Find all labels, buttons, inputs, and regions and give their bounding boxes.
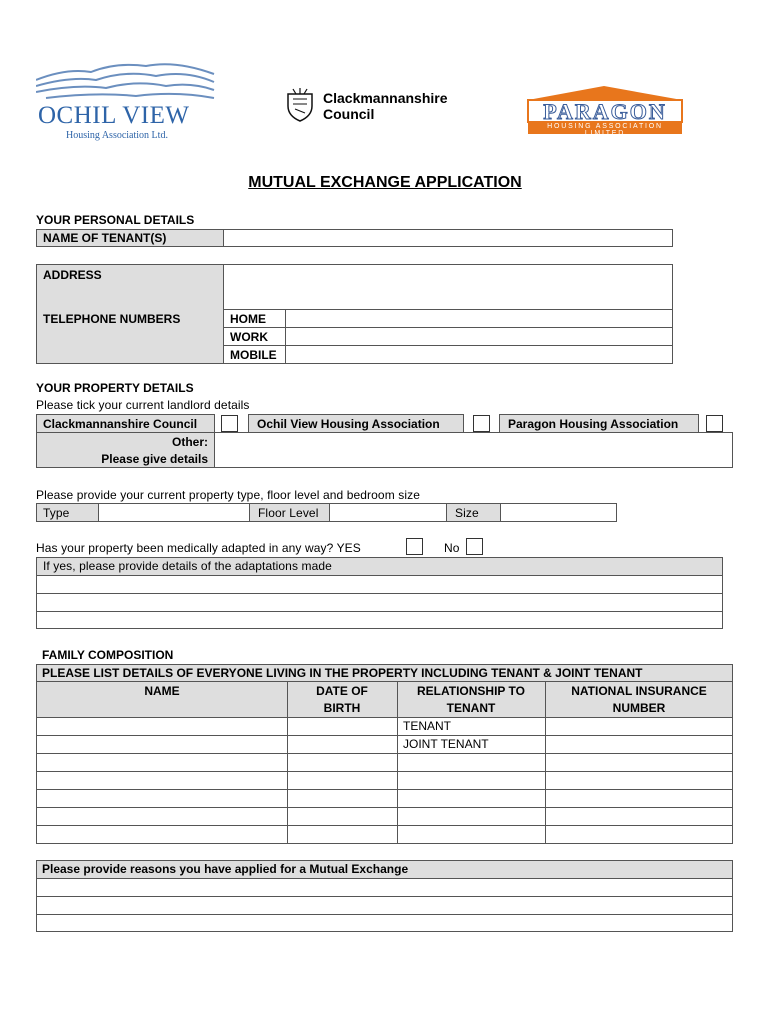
- landlord-paragon-checkbox[interactable]: [706, 415, 723, 432]
- landlord-other-field[interactable]: [214, 432, 733, 468]
- col-rel-header-2: TENANT: [446, 701, 496, 715]
- type-field[interactable]: [98, 503, 250, 522]
- floor-field[interactable]: [329, 503, 447, 522]
- property-details-heading: YOUR PROPERTY DETAILS: [36, 381, 194, 395]
- ochil-view-logo: [36, 58, 216, 148]
- landlord-clackmannanshire-label: Clackmannanshire Council: [43, 417, 198, 431]
- family-row[interactable]: [36, 825, 733, 826]
- landlord-clackmannanshire-checkbox[interactable]: [221, 415, 238, 432]
- clackmannanshire-logo: [285, 88, 485, 128]
- col-rel-header-1: RELATIONSHIP TO: [416, 684, 525, 698]
- phone-mobile-field[interactable]: [285, 345, 673, 364]
- type-label: Type: [43, 506, 70, 520]
- adapted-no-checkbox[interactable]: [466, 538, 483, 555]
- phone-mobile-label-cell: [223, 345, 286, 364]
- family-row[interactable]: [36, 753, 733, 754]
- landlord-other-label: Other:: [172, 435, 208, 449]
- phone-mobile-label: MOBILE: [230, 348, 277, 362]
- address-label-cell: [36, 264, 224, 364]
- size-field[interactable]: [500, 503, 617, 522]
- floor-label-cell: [249, 503, 330, 522]
- address-label: ADDRESS: [43, 268, 102, 282]
- family-instruction: PLEASE LIST DETAILS OF EVERYONE LIVING IN THE PROPERTY INCLUDING TENANT & JOINT TENANT: [42, 666, 643, 680]
- property-type-prompt: Please provide your current property type, floor level and bedroom size: [36, 488, 420, 502]
- reasons-label: Please provide reasons you have applied for a Mutual Exchange: [42, 862, 409, 876]
- family-instruction-row: [37, 665, 732, 682]
- personal-details-heading: YOUR PERSONAL DETAILS: [36, 213, 195, 227]
- ochil-view-sub: Housing Association Ltd.: [66, 130, 168, 141]
- paragon-logo: [524, 84, 686, 144]
- size-label: Size: [455, 506, 479, 520]
- landlord-table: [36, 414, 215, 468]
- paragon-sub: HOUSING ASSOCIATION LIMITED: [547, 123, 663, 137]
- size-label-cell: [446, 503, 501, 522]
- reasons-row[interactable]: [36, 914, 733, 915]
- phone-work-field[interactable]: [285, 327, 673, 346]
- family-row[interactable]: [36, 789, 733, 790]
- name-label-cell: [36, 229, 224, 247]
- landlord-ochil-cell: [248, 414, 464, 433]
- col-name-header: NAME: [144, 684, 180, 698]
- landlord-paragon-cell: [499, 414, 699, 433]
- clack-line1: Clackmannanshire: [323, 90, 448, 106]
- reasons-row[interactable]: [36, 896, 733, 897]
- adaptations-header: [37, 558, 722, 575]
- family-heading: FAMILY COMPOSITION: [42, 648, 174, 662]
- col-ni-header-2: NUMBER: [612, 701, 666, 715]
- landlord-other-details-label: Please give details: [101, 452, 208, 466]
- family-row[interactable]: [36, 807, 733, 808]
- phone-work-label: WORK: [230, 330, 268, 344]
- name-label: NAME OF TENANT(S): [43, 231, 167, 245]
- col-dob-header-1: DATE OF: [316, 684, 368, 698]
- landlord-ochil-label: Ochil View Housing Association: [257, 417, 440, 431]
- adapted-question: Has your property been medically adapted in any way? YES: [36, 541, 361, 555]
- tick-prompt: Please tick your current landlord details: [36, 398, 250, 412]
- row2-relationship: JOINT TENANT: [403, 737, 489, 751]
- page-title: MUTUAL EXCHANGE APPLICATION: [248, 174, 522, 191]
- adapted-no-label: No: [444, 541, 460, 555]
- landlord-ochil-checkbox[interactable]: [473, 415, 490, 432]
- phone-work-label-cell: [223, 327, 286, 346]
- family-row[interactable]: [36, 771, 733, 772]
- landlord-paragon-label: Paragon Housing Association: [508, 417, 679, 431]
- adaptations-header-label: If yes, please provide details of the adaptations made: [43, 559, 332, 573]
- floor-label: Floor Level: [258, 506, 319, 520]
- crest-icon: [285, 88, 315, 122]
- row1-relationship: TENANT: [403, 719, 451, 733]
- clack-line2: Council: [323, 106, 375, 122]
- adaptations-row[interactable]: [36, 593, 723, 594]
- phone-home-field[interactable]: [285, 309, 673, 328]
- telephone-label: TELEPHONE NUMBERS: [43, 312, 181, 326]
- ochil-view-name: OCHIL VIEW: [38, 102, 190, 129]
- col-ni-header-1: NATIONAL INSURANCE: [571, 684, 707, 698]
- family-row[interactable]: [36, 735, 733, 736]
- phone-home-label: HOME: [230, 312, 266, 326]
- type-label-cell: [36, 503, 99, 522]
- phone-home-label-cell: [223, 309, 286, 328]
- name-field[interactable]: [223, 229, 673, 247]
- hills-icon: [36, 58, 216, 100]
- adaptations-row[interactable]: [36, 611, 723, 612]
- reasons-header: [37, 861, 732, 878]
- address-field[interactable]: [223, 264, 673, 310]
- adapted-yes-checkbox[interactable]: [406, 538, 423, 555]
- paragon-name: PARAGON: [543, 99, 667, 124]
- col-dob-header-2: BIRTH: [323, 701, 361, 715]
